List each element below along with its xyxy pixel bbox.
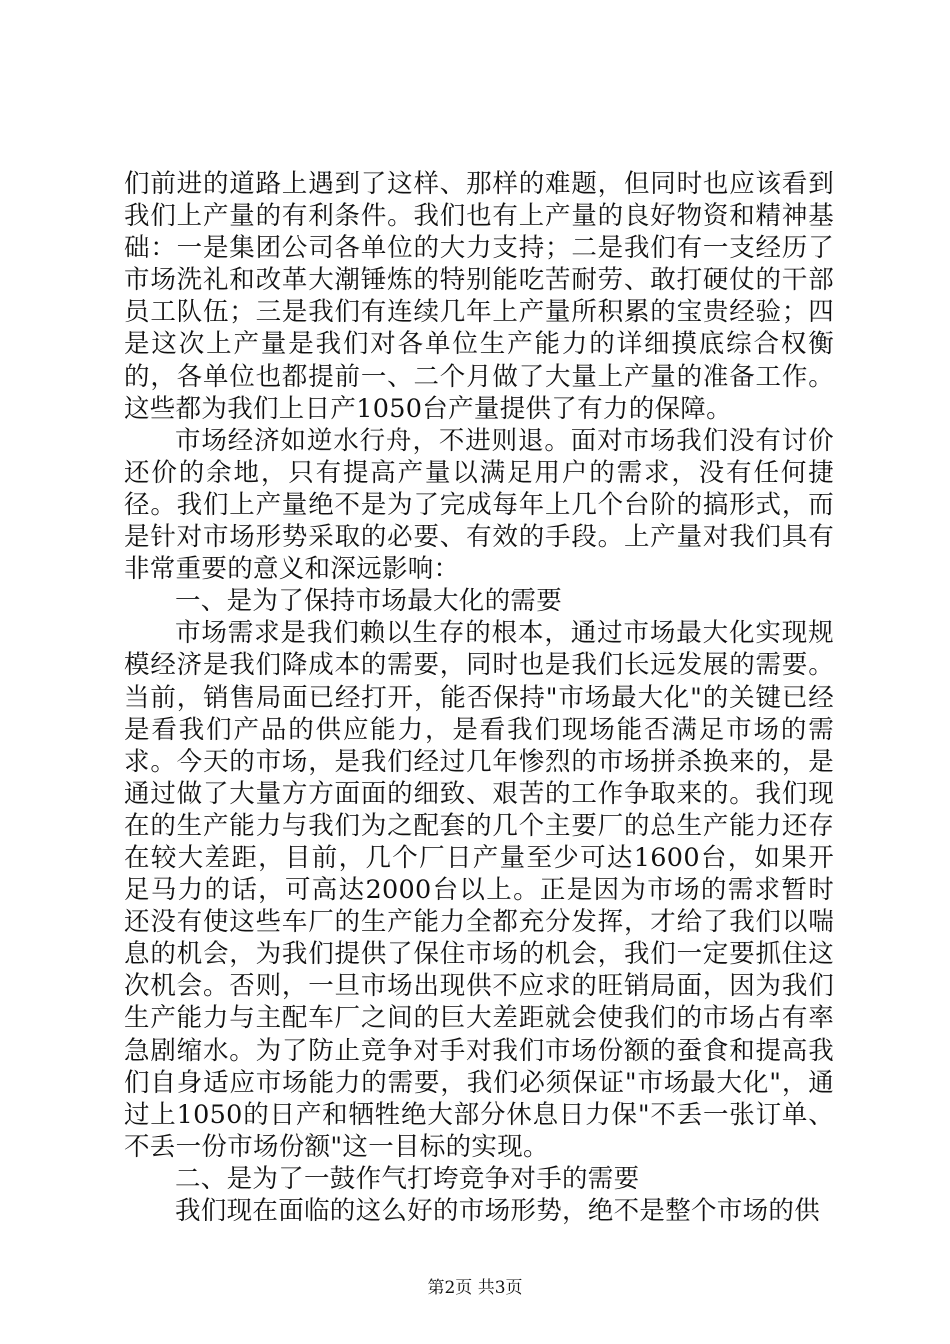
paragraph-2: 市场经济如逆水行舟，不进则退。面对市场我们没有讨价还价的余地，只有提高产量以满足用户的需求，没有任何捷径。我们上产量绝不是为了完成每年上几个台阶的搞形式，而是针对市场形势采取的必要、有效的手段。上产量对我们具有非常重要的意义和深远影响： — [124, 425, 834, 585]
paragraph-4: 我们现在面临的这么好的市场形势，绝不是整个市场的供 — [175, 1196, 821, 1226]
document-body — [124, 168, 834, 1227]
paragraph-1: 们前进的道路上遇到了这样、那样的难题，但同时也应该看到我们上产量的有利条件。我们也有上产量的良好物资和精神基础：一是集团公司各单位的大力支持；二是我们有一支经历了市场洗礼和改革大潮锤炼的特别能吃苦耐劳、敢打硬仗的干部员工队伍；三是我们有连续几年上产量所积累的宝贵经验；四是这次上产量是我们对各单位生产能力的详细摸底综合权衡的，各单位也都提前一、二个月做了大量上产量的准备工作。这些都为我们上日产1050台产量提供了有力的保障。 — [124, 169, 834, 424]
page-number-label: 第2页 共3页 — [427, 1278, 523, 1298]
page-footer — [0, 1278, 950, 1298]
paragraph-3: 市场需求是我们赖以生存的根本，通过市场最大化实现规模经济是我们降成本的需要，同时也是我们长远发展的需要。当前，销售局面已经打开，能否保持"市场最大化"的关键已经是看我们产品的供应能力，是看我们现场能否满足市场的需求。今天的市场，是我们经过几年惨烈的市场拼杀换来的，是通过做了大量方方面面的细致、艰苦的工作争取来的。我们现在的生产能力与我们为之配套的几个主要厂的总生产能力还存在较大差距，目前，几个厂日产量至少可达1600台，如果开足马力的话，可高达2000台以上。正是因为市场的需求暂时还没有使这些车厂的生产能力全都充分发挥，才给了我们以喘息的机会，为我们提供了保住市场的机会，我们一定要抓住这次机会。否则，一旦市场出现供不应求的旺销局面，因为我们生产能力与主配车厂之间的巨大差距就会使我们的市场占有率急剧缩水。为了防止竞争对手对我们市场份额的蚕食和提高我们自身适应市场能力的需要，我们必须保证"市场最大化"，通过上1050的日产和牺牲绝大部分休息日力保"不丢一张订单、不丢一份市场份额"这一目标的实现。 — [124, 618, 834, 1162]
section-heading-2: 二、是为了一鼓作气打垮竞争对手的需要 — [175, 1163, 640, 1194]
section-heading-1: 一、是为了保持市场最大化的需要 — [175, 586, 563, 617]
